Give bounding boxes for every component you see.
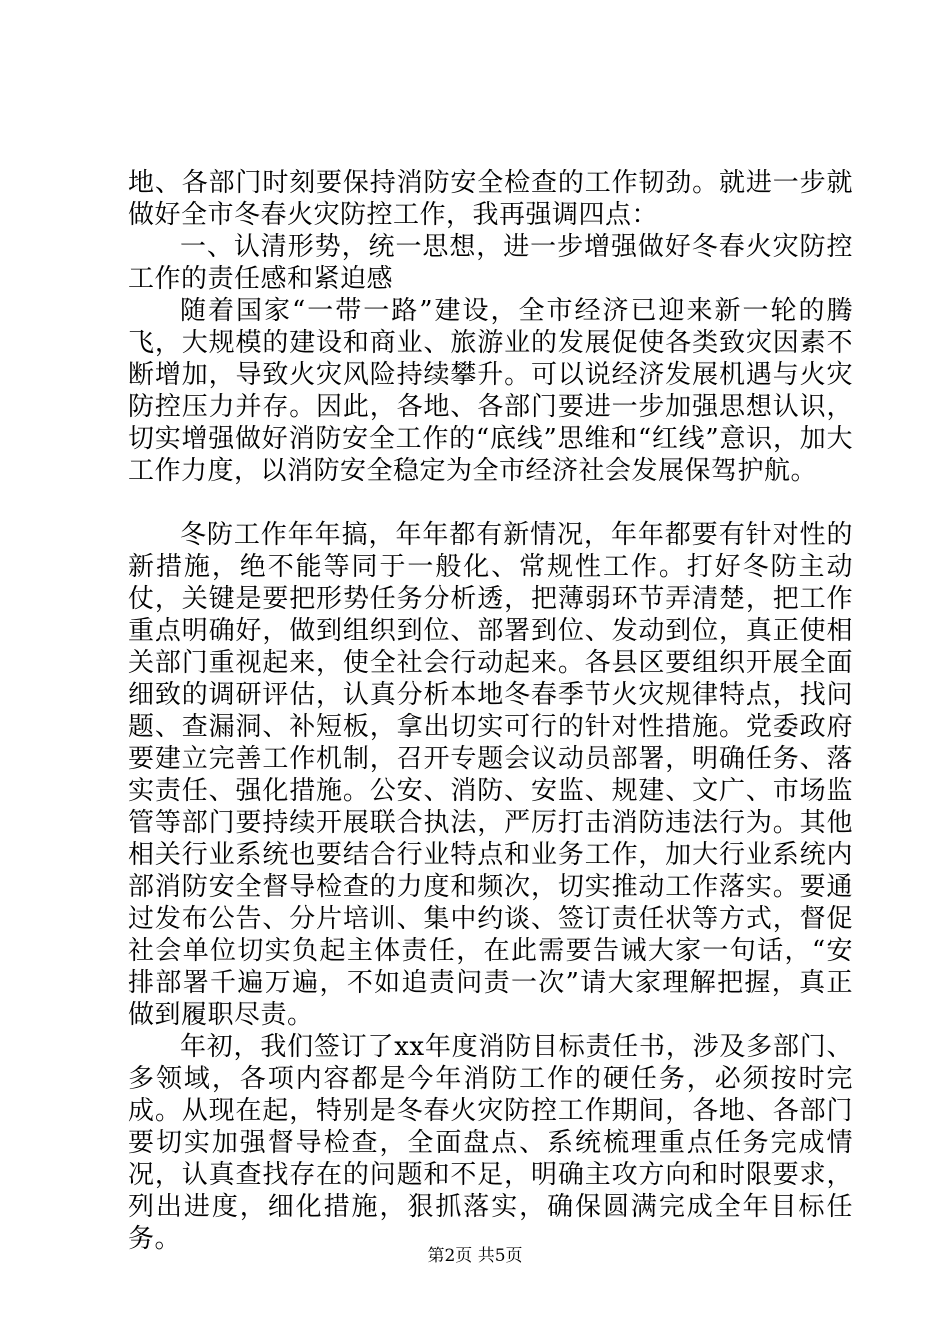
paragraph-continuation: 地、各部门时刻要保持消防安全检查的工作韧劲。就进一步就做好全市冬春火灾防控工作，我再强调四点：: [128, 168, 853, 230]
paragraph: 随着国家“一带一路”建设，全市经济已迎来新一轮的腾飞，大规模的建设和商业、旅游业的发展促使各类致灾因素不断增加，导致火灾风险持续攀升。可以说经济发展机遇与火灾防控压力并存。因此，各地、各部门要进一步加强思想认识，切实增强做好消防安全工作的“底线”思维和“红线”意识，加大工作力度，以消防安全稳定为全市经济社会发展保驾护航。: [128, 296, 853, 486]
blank-line: [128, 487, 853, 519]
section-heading: 一、认清形势，统一思想，进一步增强做好冬春火灾防控工作的责任感和紧迫感: [128, 232, 853, 294]
page-number-footer: 第2页 共5页: [427, 1246, 523, 1266]
paragraph: 年初，我们签订了xx年度消防目标责任书，涉及多部门、多领域，各项内容都是今年消防工作的硬任务，必须按时完成。从现在起，特别是冬春火灾防控工作期间，各地、各部门要切实加强督导检查，全面盘点、系统梳理重点任务完成情况，认真查找存在的问题和不足，明确主攻方向和时限要求，列出进度，细化措施，狠抓落实，确保圆满完成全年目标任务。: [128, 1032, 853, 1254]
paragraph: 冬防工作年年搞，年年都有新情况，年年都要有针对性的新措施，绝不能等同于一般化、常规性工作。打好冬防主动仗，关键是要把形势任务分析透，把薄弱环节弄清楚，把工作重点明确好，做到组织到位、部署到位、发动到位，真正使相关部门重视起来，使全社会行动起来。各县区要组织开展全面细致的调研评估，认真分析本地冬春季节火灾规律特点，找问题、查漏洞、补短板，拿出切实可行的针对性措施。党委政府要建立完善工作机制，召开专题会议动员部署，明确任务、落实责任、强化措施。公安、消防、安监、规建、文广、市场监管等部门要持续开展联合执法，严厉打击消防违法行为。其他相关行业系统也要结合行业特点和业务工作，加大行业系统内部消防安全督导检查的力度和频次，切实推动工作落实。要通过发布公告、分片培训、集中约谈、签订责任状等方式，督促社会单位切实负起主体责任，在此需要告诫大家一句话，“安排部署千遍万遍，不如追责问责一次”请大家理解把握，真正做到履职尽责。: [128, 520, 853, 1030]
document-body: [128, 167, 853, 1255]
